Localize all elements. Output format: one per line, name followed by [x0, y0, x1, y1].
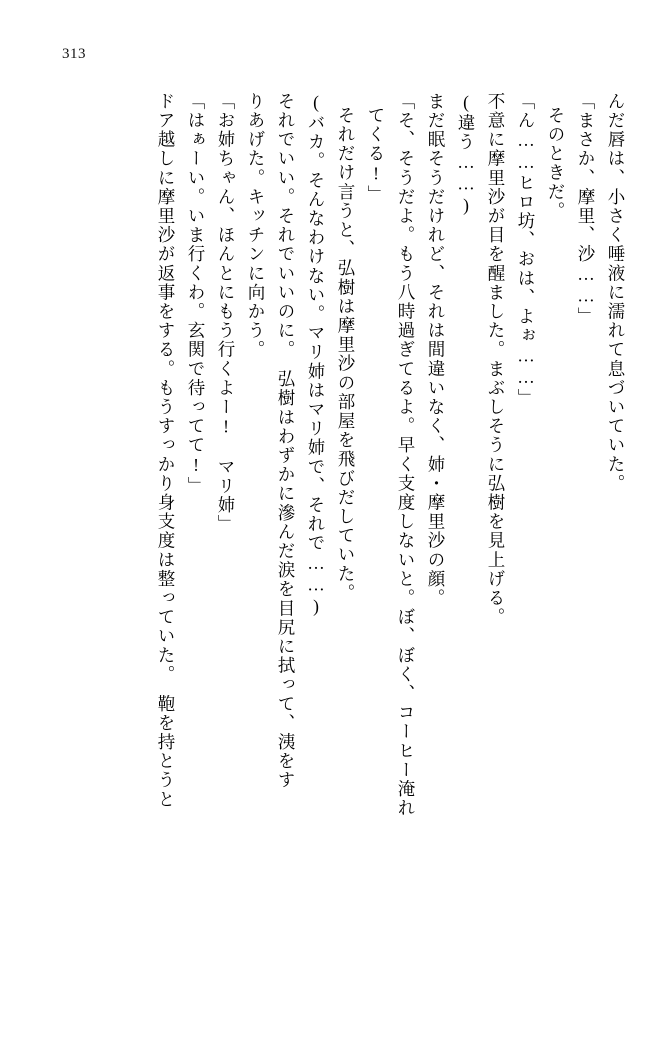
text-column: ドア越しに摩里沙が返事をする。もうすっかり身支度は整っていた。 鞄を持とうと	[156, 92, 176, 810]
vertical-text-block	[44, 92, 624, 1012]
text-column: そのときだ。	[546, 106, 566, 221]
text-column: 「そ、そうだよ。もう八時過ぎてるよ。早く支度しないと。ぼ、ぼく、コーヒー淹れ	[396, 92, 416, 818]
text-column: (違う……)	[456, 92, 476, 217]
text-column: まだ眠そうだけれど、それは間違いなく、姉・摩里沙の顔。	[426, 92, 446, 608]
text-column: 「お姉ちゃん、ほんとにもう行くよー! マリ姉」	[216, 92, 236, 534]
text-column: 「はぁーい。いま行くわ。玄関で待ってて!」	[186, 92, 206, 496]
text-column: んだ唇は、小さく唾液に濡れて息づいていた。	[606, 92, 626, 494]
text-column: それだけ言うと、弘樹は摩里沙の部屋を飛びだしていた。	[336, 106, 356, 603]
page-number: 313	[62, 46, 86, 62]
text-column: てくる!」	[366, 106, 386, 204]
text-column: 不意に摩里沙が目を醒ました。まぶしそうに弘樹を見上げる。	[486, 92, 506, 627]
text-column: (バカ。そんなわけない。マリ姉はマリ姉で、それで……)	[306, 92, 326, 618]
text-column: 「ん……ヒロ坊、おは、よぉ……」	[516, 92, 536, 408]
text-column: それでいい。それでいいのに。 弘樹はわずかに滲んだ涙を目尻に拭って、洟をす	[276, 92, 296, 790]
text-column: 「まさか、摩里、沙……」	[576, 92, 596, 327]
text-column: りあげた。キッチンに向かう。	[246, 92, 266, 360]
